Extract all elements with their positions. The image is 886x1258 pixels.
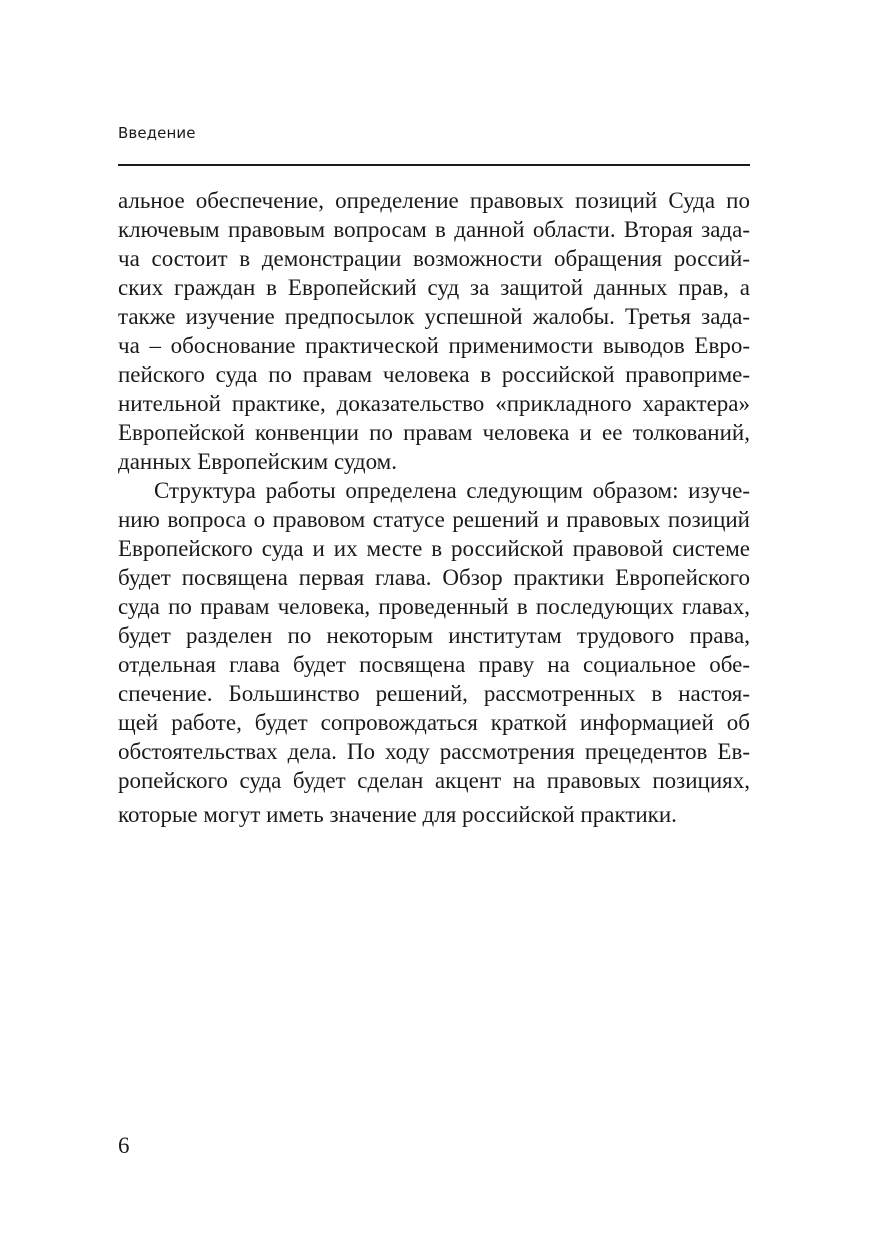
text-line: Европейского суда и их месте в российской правовой системе bbox=[118, 536, 750, 561]
paragraph-1 bbox=[118, 186, 750, 476]
paragraph-2 bbox=[118, 476, 750, 829]
text-line: ча – обоснование практической применимости выводов Евро- bbox=[118, 333, 750, 358]
text-line: которые могут иметь значение для российской практики. bbox=[118, 802, 677, 827]
text-line: ключевым правовым вопросам в данной области. Вторая зада- bbox=[118, 217, 750, 242]
text-line: нительной практике, доказательство «прикладного характера» bbox=[118, 391, 750, 416]
text-line: ских граждан в Европейский суд за защитой данных прав, а bbox=[118, 275, 750, 300]
text-line: пейского суда по правам человека в российской правоприме- bbox=[118, 362, 750, 387]
body-text bbox=[118, 186, 750, 829]
text-line: также изучение предпосылок успешной жалобы. Третья зада- bbox=[118, 304, 750, 329]
text-line: обстоятельствах дела. По ходу рассмотрения прецедентов Ев- bbox=[118, 739, 750, 764]
text-line: нию вопроса о правовом статусе решений и правовых позиций bbox=[118, 507, 750, 532]
text-line: альное обеспечение, определение правовых позиций Суда по bbox=[118, 188, 750, 213]
running-head: Введение bbox=[118, 124, 196, 142]
text-line: Европейской конвенции по правам человека и ее толкований, bbox=[118, 420, 750, 445]
header-rule bbox=[118, 164, 750, 166]
text-line: Структура работы определена следующим образом: изуче- bbox=[154, 478, 750, 503]
text-line: спечение. Большинство решений, рассмотренных в настоя- bbox=[118, 681, 750, 706]
text-line: будет посвящена первая глава. Обзор практики Европейского bbox=[118, 565, 750, 590]
text-line: будет разделен по некоторым институтам трудового права, bbox=[118, 623, 750, 648]
page-number: 6 bbox=[118, 1133, 130, 1158]
text-line: отдельная глава будет посвящена праву на социальное обе- bbox=[118, 652, 750, 677]
text-line: ча состоит в демонстрации возможности обращения россий- bbox=[118, 246, 750, 271]
text-line: щей работе, будет сопровождаться краткой информацией об bbox=[118, 710, 750, 735]
text-line: суда по правам человека, проведенный в последующих главах, bbox=[118, 594, 750, 619]
text-line: данных Европейским судом. bbox=[118, 449, 397, 474]
text-line: ропейского суда будет сделан акцент на правовых позициях, bbox=[118, 768, 750, 793]
